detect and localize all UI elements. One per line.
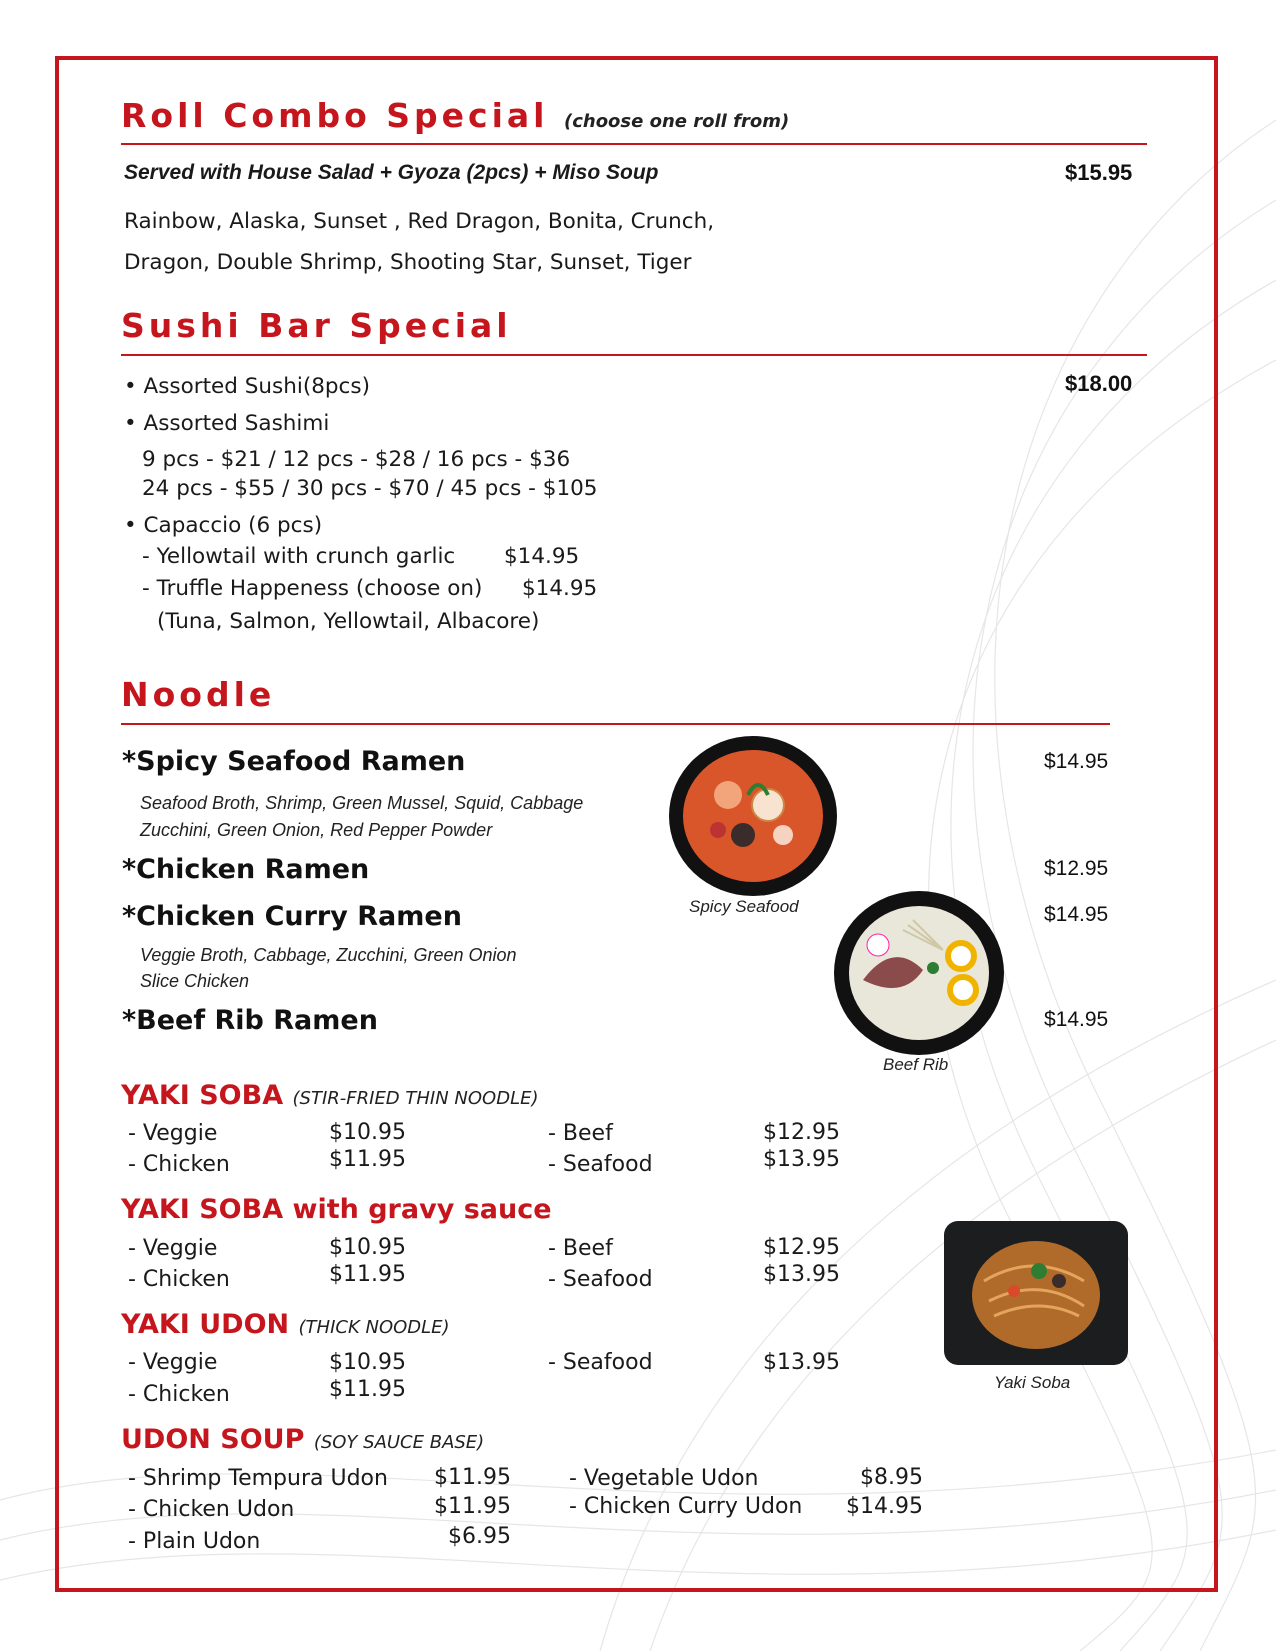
noodle-item-price: $12.95 — [1044, 857, 1109, 880]
udon-soup-note: (SOY SAUCE BASE) — [313, 1432, 485, 1453]
udon-soup-item: - Vegetable Udon — [569, 1466, 759, 1491]
yaki-soba-item: - Seafood — [548, 1152, 653, 1177]
sushi-bar-line: 9 pcs - $21 / 12 pcs - $28 / 16 pcs - $36 — [142, 447, 571, 472]
sushi-bar-title: Sushi Bar Special — [121, 306, 512, 345]
yaki-soba-gravy-title: YAKI SOBA with gravy sauce — [121, 1194, 552, 1225]
yaki-udon-price: $13.95 — [763, 1350, 840, 1375]
noodle-item-desc: Veggie Broth, Cabbage, Zucchini, Green Onion — [140, 945, 517, 965]
udon-soup-item: - Chicken Curry Udon — [569, 1494, 803, 1519]
caption-spicy: Spicy Seafood — [689, 897, 799, 916]
udon-soup-item: - Plain Udon — [128, 1529, 261, 1554]
yaki-soba-note: (STIR-FRIED THIN NOODLE) — [292, 1088, 539, 1109]
yaki-soba-gravy-price: $12.95 — [763, 1235, 840, 1260]
yaki-udon-price: $11.95 — [329, 1377, 406, 1402]
roll-combo-note: (choose one roll from) — [563, 111, 790, 132]
yaki-udon-title: YAKI UDON (THICK NOODLE) — [121, 1309, 450, 1340]
roll-combo-divider — [121, 143, 1147, 145]
udon-soup-price: $11.95 — [434, 1465, 511, 1490]
yaki-soba-gravy-item: - Chicken — [128, 1267, 230, 1292]
sushi-bar-line: (Tuna, Salmon, Yellowtail, Albacore) — [157, 609, 540, 634]
udon-soup-price: $14.95 — [846, 1494, 923, 1519]
noodle-item-price: $14.95 — [1044, 903, 1109, 926]
roll-combo-title: Roll Combo Special (choose one roll from) — [121, 96, 790, 135]
yaki-udon-price: $10.95 — [329, 1350, 406, 1375]
noodle-item-name: *Chicken Ramen — [122, 854, 370, 885]
yaki-soba-photo — [944, 1221, 1128, 1365]
sushi-bar-line: - Yellowtail with crunch garlic — [142, 544, 456, 569]
yaki-soba-item: - Beef — [548, 1121, 613, 1146]
spicy-seafood-photo — [668, 735, 838, 897]
udon-soup-price: $11.95 — [434, 1494, 511, 1519]
yaki-soba-gravy-item: - Seafood — [548, 1267, 653, 1292]
noodle-item-desc: Slice Chicken — [140, 971, 250, 991]
noodle-item-name: *Beef Rib Ramen — [122, 1005, 378, 1036]
noodle-item-price: $14.95 — [1044, 750, 1109, 773]
yaki-soba-price: $11.95 — [329, 1147, 406, 1172]
sushi-bar-divider — [121, 354, 1147, 356]
beef-rib-photo — [833, 890, 1005, 1056]
sushi-bar-line: - Truffle Happeness (choose on) — [142, 576, 483, 601]
yaki-soba-gravy-price: $11.95 — [329, 1262, 406, 1287]
noodle-item-price: $14.95 — [1044, 1008, 1109, 1031]
noodle-title: Noodle — [121, 675, 276, 714]
yaki-soba-item: - Chicken — [128, 1152, 230, 1177]
sushi-bar-price-item: $14.95 — [504, 544, 580, 569]
noodle-item-name: *Spicy Seafood Ramen — [122, 746, 466, 777]
noodle-item-name: *Chicken Curry Ramen — [122, 901, 462, 932]
udon-soup-price: $8.95 — [860, 1465, 923, 1490]
yaki-soba-gravy-item: - Veggie — [128, 1236, 218, 1261]
roll-combo-price: $15.95 — [1065, 160, 1133, 185]
yaki-soba-price: $13.95 — [763, 1147, 840, 1172]
udon-soup-item: - Chicken Udon — [128, 1497, 295, 1522]
sushi-bar-line: • Assorted Sashimi — [124, 411, 330, 436]
roll-combo-served-with: Served with House Salad + Gyoza (2pcs) + Miso Soup — [124, 161, 659, 184]
udon-soup-price: $6.95 — [448, 1524, 511, 1549]
yaki-soba-gravy-price: $10.95 — [329, 1235, 406, 1260]
yaki-soba-title: YAKI SOBA (STIR-FRIED THIN NOODLE) — [121, 1080, 539, 1111]
yaki-soba-gravy-item: - Beef — [548, 1236, 613, 1261]
caption-yaki: Yaki Soba — [994, 1373, 1071, 1392]
sushi-bar-line: • Assorted Sushi(8pcs) — [124, 374, 370, 399]
noodle-divider — [121, 723, 1110, 725]
sushi-bar-line: 24 pcs - $55 / 30 pcs - $70 / 45 pcs - $105 — [142, 476, 598, 501]
sushi-bar-price: $18.00 — [1065, 371, 1133, 396]
udon-soup-item: - Shrimp Tempura Udon — [128, 1466, 388, 1491]
udon-soup-title: UDON SOUP (SOY SAUCE BASE) — [121, 1424, 485, 1455]
yaki-soba-gravy-price: $13.95 — [763, 1262, 840, 1287]
noodle-item-desc: Seafood Broth, Shrimp, Green Mussel, Squid, Cabbage — [140, 793, 584, 813]
noodle-item-desc: Zucchini, Green Onion, Red Pepper Powder — [140, 820, 493, 840]
roll-combo-rolls-line2: Dragon, Double Shrimp, Shooting Star, Sunset, Tiger — [124, 250, 692, 275]
yaki-soba-price: $12.95 — [763, 1120, 840, 1145]
yaki-soba-price: $10.95 — [329, 1120, 406, 1145]
caption-beef: Beef Rib — [883, 1055, 949, 1074]
roll-combo-rolls-line1: Rainbow, Alaska, Sunset , Red Dragon, Bonita, Crunch, — [124, 209, 715, 234]
yaki-udon-item: - Chicken — [128, 1382, 230, 1407]
sushi-bar-line: • Capaccio (6 pcs) — [124, 513, 323, 538]
yaki-soba-item: - Veggie — [128, 1121, 218, 1146]
yaki-udon-item: - Veggie — [128, 1350, 218, 1375]
yaki-udon-note: (THICK NOODLE) — [298, 1317, 450, 1338]
sushi-bar-price-item: $14.95 — [522, 576, 598, 601]
yaki-udon-item: - Seafood — [548, 1350, 653, 1375]
